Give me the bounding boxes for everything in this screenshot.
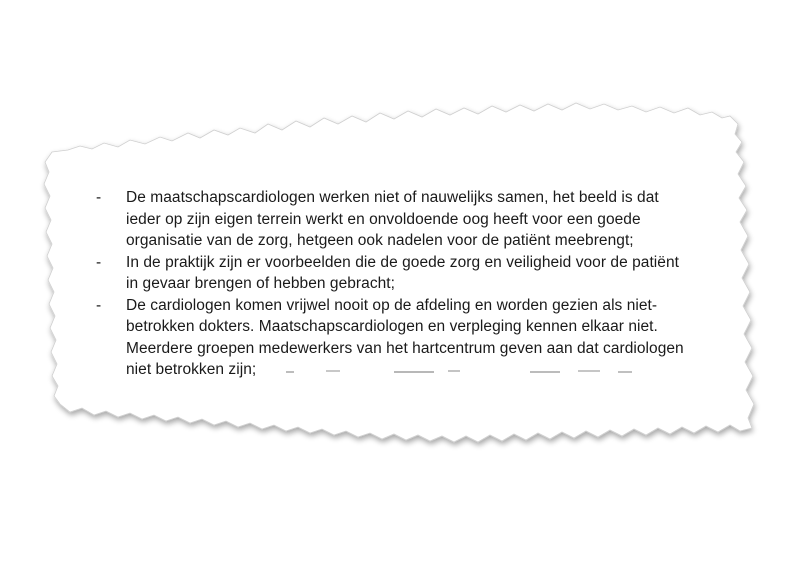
text-line: De maatschapscardiologen werken niet of nauwelijks samen, het beeld is dat — [126, 189, 659, 206]
bullet-item-1 — [96, 187, 696, 252]
bullet-marker: - — [96, 189, 102, 206]
torn-text-remnant — [126, 368, 646, 376]
text-line: In de praktijk zijn er voorbeelden die de goede zorg en veiligheid voor de patiënt — [126, 253, 679, 271]
text-line: ieder op zijn eigen terrein werkt en onvoldoende oog heeft voor een goede — [126, 210, 641, 228]
bullet-marker: - — [96, 253, 102, 271]
text-line: betrokken dokters. Maatschapscardiologen en verpleging kennen elkaar niet. — [126, 318, 658, 335]
text-line: De cardiologen komen vrijwel nooit op de afdeling en worden gezien als niet- — [126, 296, 658, 314]
bullet-marker: - — [96, 296, 102, 314]
bullet-item-2 — [96, 252, 696, 295]
text-line: in gevaar brengen of hebben gebracht; — [126, 275, 395, 292]
document-body — [96, 187, 696, 381]
text-line: niet betrokken zijn; — [126, 361, 257, 378]
text-line: Meerdere groepen medewerkers van het hartcentrum geven aan dat cardiologen — [126, 339, 684, 357]
text-line: organisatie van de zorg, hetgeen ook nadelen voor de patiënt meebrengt; — [126, 232, 634, 249]
